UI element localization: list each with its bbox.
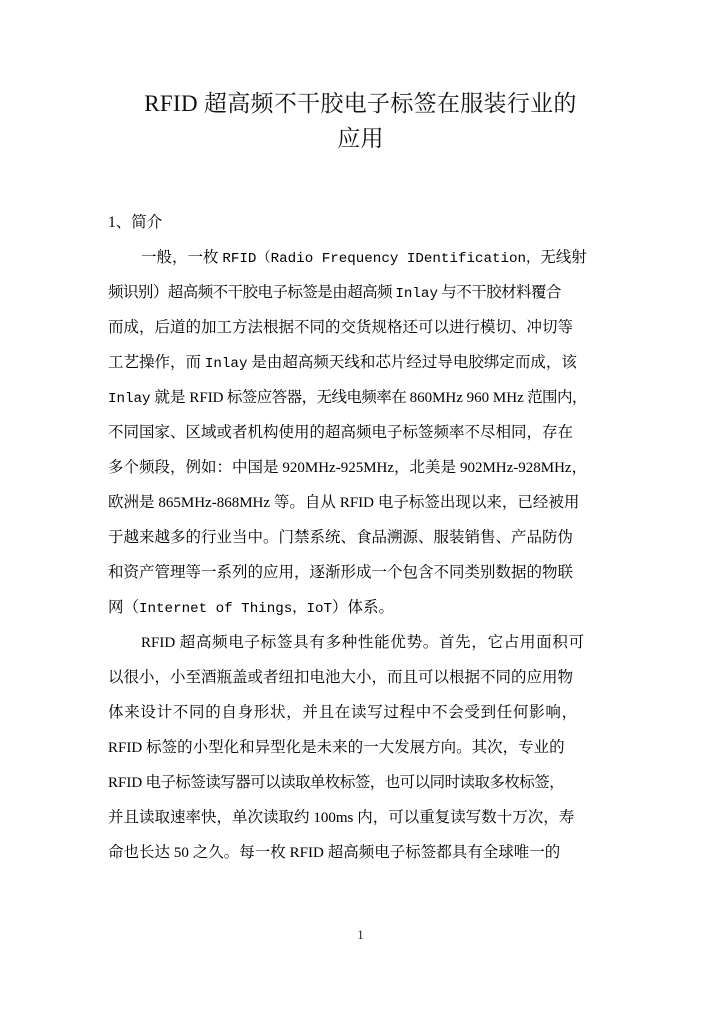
text-run-cjk: 电子标签出现以来，已经被用 [374, 494, 580, 511]
text-run-cjk: 电子标签读写器可以读取单枚标签，也可以同时读取多枚标签， [142, 774, 565, 791]
text-line [108, 415, 614, 450]
text-line [108, 345, 614, 380]
text-run-cjk: 与不干胶材料覆合 [437, 284, 561, 301]
text-run-cjk: 欧洲是 [108, 494, 159, 511]
text-run-cjk: 是由超高频天线和芯片经过导电胶绑定而成，该 [247, 354, 577, 371]
text-run-number: 920MHz-925MHz [282, 460, 395, 476]
text-line [108, 835, 614, 870]
text-run-cjk: 并且读取速率快，单次读取约 [108, 809, 314, 826]
text-run-cjk: 等。自从 [270, 494, 340, 511]
section-heading-intro: 1、简介 [108, 214, 163, 231]
text-line [108, 520, 614, 555]
text-run-cjk: 多个频段，例如：中国是 [108, 459, 283, 476]
text-run-latin: RFID [141, 635, 176, 651]
text-run-latin: Internet of Things，IoT [139, 601, 332, 617]
text-run-number: 100ms [313, 810, 354, 826]
text-line [108, 275, 614, 310]
text-run-cjk: 之久。每一枚 [188, 844, 290, 861]
text-run-cjk: 网（ [108, 599, 140, 616]
text-run-cjk: ，北美是 [394, 459, 460, 476]
text-line [108, 695, 614, 730]
text-run-cjk: 内，可以重复读写数十万次，寿 [353, 809, 575, 826]
text-line [108, 240, 614, 275]
page-title [108, 86, 613, 156]
text-line [108, 625, 614, 660]
text-line [108, 380, 614, 415]
text-line [108, 485, 614, 520]
text-run-latin: Inlay [204, 356, 248, 372]
text-line [108, 730, 614, 765]
text-line [108, 590, 614, 625]
text-run-cjk: 不同国家、区域或者机构使用的超高频电子标签频率不尽相同，存在 [108, 424, 574, 441]
text-run-cjk: 超高频电子标签都具有全球唯一的 [323, 844, 561, 861]
text-run-number: 860MHz 960 MHz [409, 390, 524, 406]
text-run-latin: RFID [339, 495, 374, 511]
text-run-cjk: 就是 [150, 389, 190, 406]
text-run-cjk: ）体系。 [332, 599, 395, 616]
text-run-latin: RFID [289, 845, 324, 861]
text-run-cjk: 频识别）超高频不干胶电子标签是由超高频 [108, 284, 396, 301]
page-number-footer: 1 [357, 928, 364, 942]
text-line [108, 660, 614, 695]
paragraph-2 [108, 625, 614, 870]
paragraph-1 [108, 240, 614, 625]
text-line [108, 765, 614, 800]
text-run-latin: RFID [189, 390, 224, 406]
text-run-number: 865MHz-868MHz [158, 495, 271, 511]
text-run-cjk: 一般，一枚 [141, 249, 223, 266]
text-run-cjk: 标签的小型化和异型化是未来的一大发展方向。其次，专业的 [142, 739, 565, 756]
text-run-cjk: 体来设计不同的自身形状，并且在读写过程中不会受到任何影响， [108, 704, 578, 721]
text-line [108, 450, 614, 485]
text-run-latin: Inlay [395, 286, 438, 302]
document-body [108, 205, 614, 870]
text-run-number: 50 [173, 845, 189, 861]
text-run-cjk: 和资产管理等一系列的应用，逐渐形成一个包含不同类别数据的物联 [108, 564, 574, 581]
text-run-latin: RFID（Radio Frequency IDentification， [222, 251, 541, 267]
page-title-line-1: RFID 超高频不干胶电子标签在服装行业的 [144, 91, 577, 116]
text-line [108, 310, 614, 345]
text-run-cjk: 标签应答器，无线电频率在 [223, 389, 410, 406]
text-run-cjk: 无线射 [540, 249, 587, 266]
text-run-cjk: 于越来越多的行业当中。门禁系统、食品溯源、服装销售、产品防伪 [108, 529, 574, 546]
text-run-cjk: 工艺操作，而 [108, 354, 205, 371]
text-run-cjk: ， [571, 459, 588, 476]
page-title-line-2: 应用 [337, 126, 384, 151]
text-run-cjk: 范围内， [523, 389, 587, 406]
text-run-cjk: 而成，后道的加工方法根据不同的交货规格还可以进行模切、冲切等 [108, 319, 574, 336]
text-run-latin: RFID [108, 775, 143, 791]
text-run-cjk: 超高频电子标签具有多种性能优势。首先，它占用面积可 [175, 634, 585, 651]
text-line [108, 800, 614, 835]
text-run-latin: Inlay [108, 391, 151, 407]
text-run-number: 902MHz-928MHz [459, 460, 572, 476]
text-run-cjk: 以很小，小至酒瓶盖或者纽扣电池大小，而且可以根据不同的应用物 [108, 669, 574, 686]
text-run-cjk: 命也长达 [108, 844, 174, 861]
text-line [108, 555, 614, 590]
text-run-latin: RFID [108, 740, 143, 756]
